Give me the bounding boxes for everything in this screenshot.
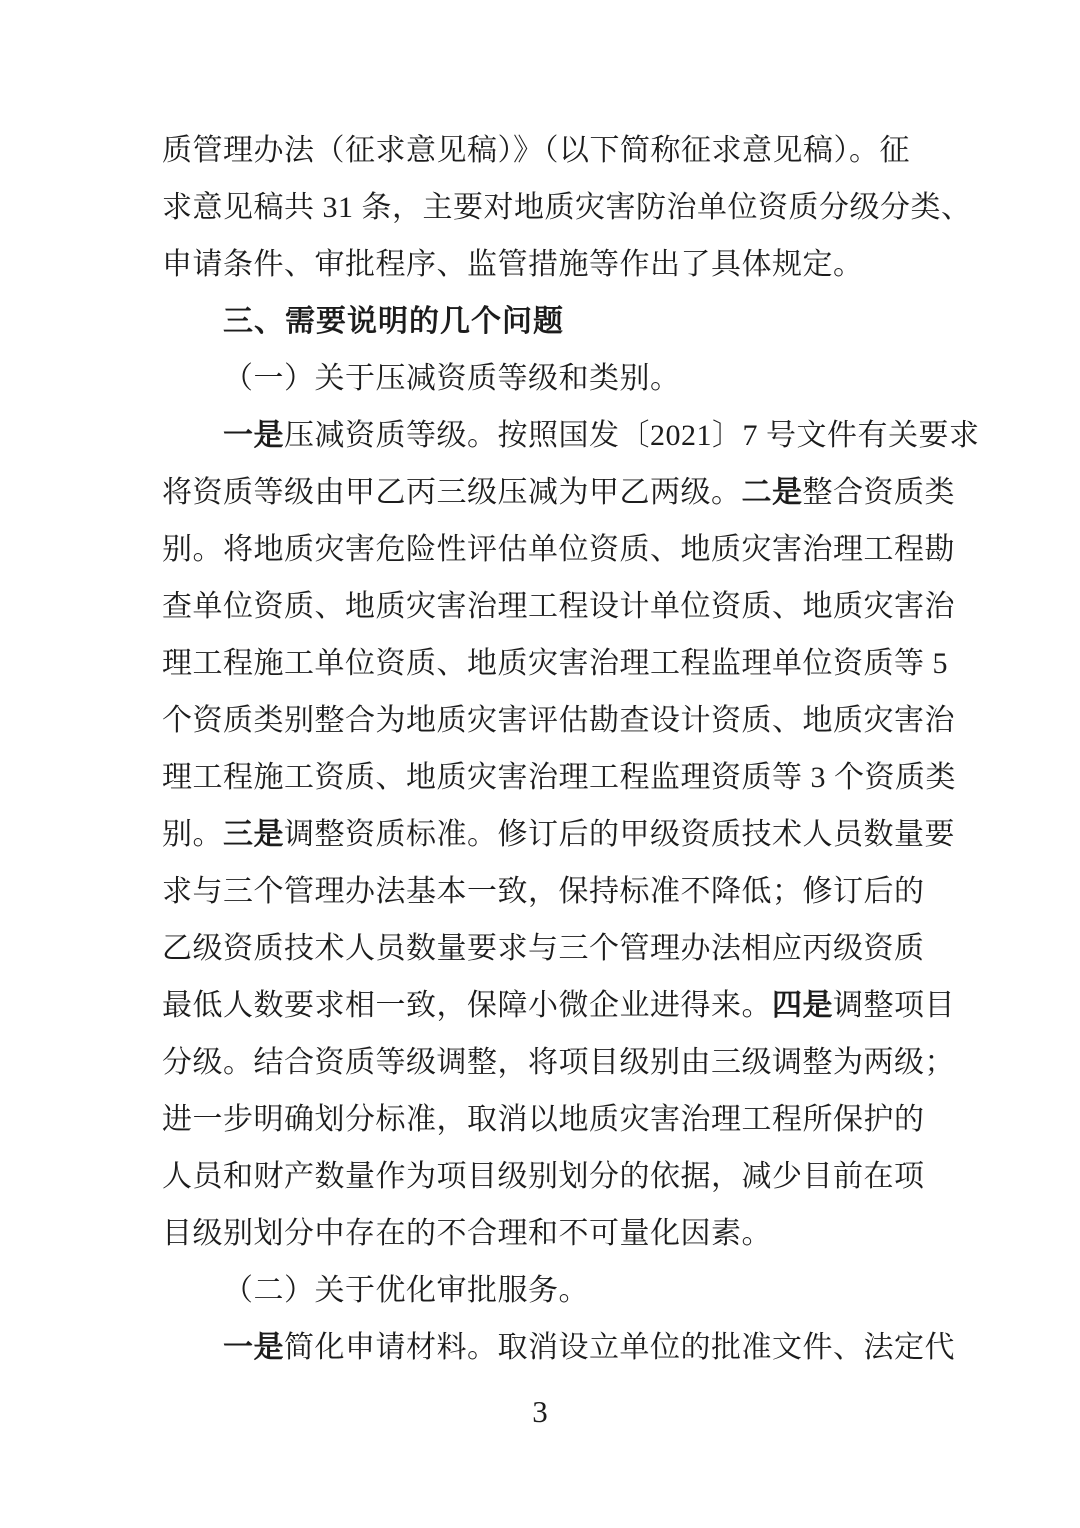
text-line bbox=[162, 1205, 952, 1262]
text-run: 人员和财产数量作为项目级别划分的依据，减少目前在项 bbox=[162, 1160, 925, 1193]
text-line bbox=[162, 635, 952, 692]
page-number: 3 bbox=[532, 1394, 548, 1429]
subsection-heading bbox=[162, 1262, 952, 1319]
text-run: 个资质类别整合为地质灾害评估勘查设计资质、地质灾害治 bbox=[162, 704, 955, 737]
text-line bbox=[162, 692, 955, 749]
text-line bbox=[162, 236, 952, 293]
text-line bbox=[162, 521, 955, 578]
text-run: 分级。结合资质等级调整，将项目级别由三级调整为两级； bbox=[162, 1046, 955, 1079]
text-line bbox=[162, 749, 956, 806]
text-run: 简化申请材料。取消设立单位的批准文件、法定代 bbox=[284, 1331, 955, 1364]
text-run: 查单位资质、地质灾害治理工程设计单位资质、地质灾害治 bbox=[162, 590, 955, 623]
text-line bbox=[162, 578, 955, 635]
text-line bbox=[162, 1034, 955, 1091]
text-line bbox=[162, 122, 952, 179]
text-run: 理工程施工资质、地质灾害治理工程监理资质等 3 个资质类 bbox=[162, 761, 956, 794]
text-run: 调整资质标准。修订后的甲级资质技术人员数量要 bbox=[284, 818, 955, 851]
text-run: 别。 bbox=[162, 818, 223, 851]
text-line bbox=[162, 1148, 952, 1205]
text-run: 调整项目 bbox=[833, 989, 955, 1022]
bold-run: 四是 bbox=[772, 989, 833, 1022]
text-line bbox=[162, 806, 955, 863]
section-heading bbox=[162, 293, 952, 350]
bold-run: 三是 bbox=[223, 818, 284, 851]
text-run: 将资质等级由甲乙丙三级压减为甲乙两级。 bbox=[162, 476, 742, 509]
text-run: （一）关于压减资质等级和类别。 bbox=[223, 362, 681, 395]
text-run: 进一步明确划分标准，取消以地质灾害治理工程所保护的 bbox=[162, 1103, 925, 1136]
bold-run: 三、需要说明的几个问题 bbox=[223, 305, 564, 338]
document-body bbox=[162, 122, 980, 1376]
text-run: 质管理办法（征求意见稿）》（以下简称征求意见稿）。征 bbox=[162, 134, 910, 167]
text-line bbox=[162, 920, 952, 977]
bold-run: 一是 bbox=[223, 1331, 284, 1364]
text-line bbox=[162, 863, 952, 920]
text-line bbox=[162, 179, 972, 236]
text-line bbox=[162, 1091, 952, 1148]
bold-run: 一是 bbox=[223, 419, 284, 452]
text-run: 别。将地质灾害危险性评估单位资质、地质灾害治理工程勘 bbox=[162, 533, 955, 566]
text-run: 最低人数要求相一致，保障小微企业进得来。 bbox=[162, 989, 772, 1022]
text-run: 目级别划分中存在的不合理和不可量化因素。 bbox=[162, 1217, 772, 1250]
text-run: 整合资质类 bbox=[802, 476, 955, 509]
text-run: 求与三个管理办法基本一致，保持标准不降低；修订后的 bbox=[162, 875, 925, 908]
text-line bbox=[162, 407, 980, 464]
subsection-heading bbox=[162, 350, 952, 407]
text-run: 压减资质等级。按照国发〔2021〕7 号文件有关要求 bbox=[284, 419, 980, 452]
text-line bbox=[162, 977, 955, 1034]
text-run: （二）关于优化审批服务。 bbox=[223, 1274, 589, 1307]
text-line bbox=[162, 464, 955, 521]
text-line bbox=[162, 1319, 955, 1376]
text-run: 理工程施工单位资质、地质灾害治理工程监理单位资质等 5 bbox=[162, 647, 948, 680]
text-run: 申请条件、审批程序、监管措施等作出了具体规定。 bbox=[162, 248, 864, 281]
text-run: 乙级资质技术人员数量要求与三个管理办法相应丙级资质 bbox=[162, 932, 925, 965]
text-run: 求意见稿共 31 条，主要对地质灾害防治单位资质分级分类、 bbox=[162, 191, 972, 224]
bold-run: 二是 bbox=[741, 476, 803, 509]
